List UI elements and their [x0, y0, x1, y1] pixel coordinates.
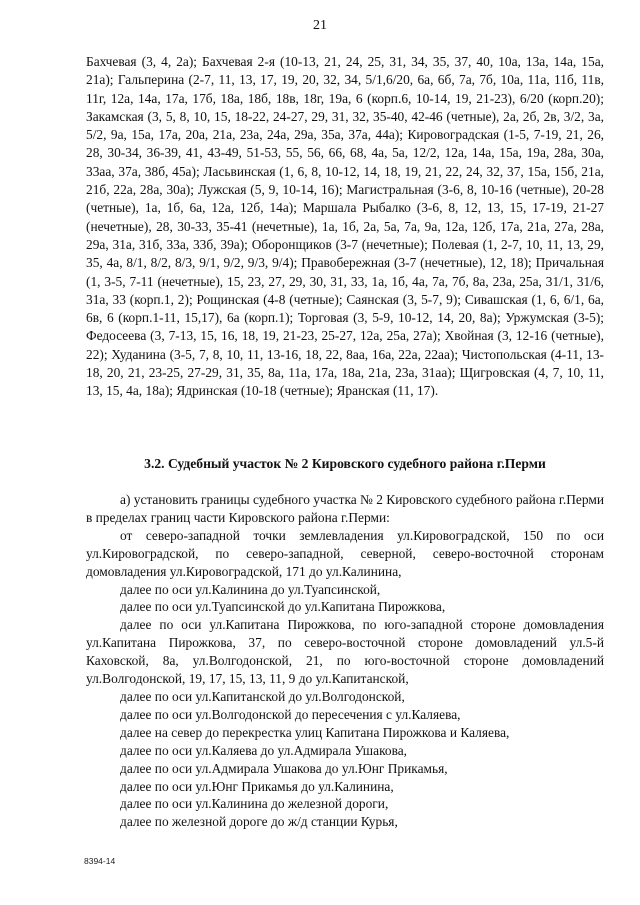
boundary-paragraph: далее по оси ул.Калинина до ул.Туапсинской, [120, 581, 381, 597]
boundary-paragraph: от северо-западной точки землевладения ул.Кировоградской, 150 по оси ул.Кировоградской, по северо-западной, северной, северо-восточной сторонам домовладения ул.Кировоградской, 171 до ул.Калинина, [86, 527, 604, 579]
boundary-description [86, 491, 604, 831]
page-number: 21 [313, 18, 327, 33]
document-code: 8394-14 [84, 856, 116, 866]
boundary-paragraph: а) установить границы судебного участка № 2 Кировского судебного района г.Перми в пределах границ части Кировского района г.Перми: [86, 492, 604, 525]
boundary-paragraph: далее по оси ул.Капитанской до ул.Волгодонской, [120, 688, 405, 704]
section-heading: 3.2. Судебный участок № 2 Кировского судебного района г.Перми [144, 456, 546, 471]
boundary-paragraph: далее на север до перекрестка улиц Капитана Пирожкова и Каляева, [120, 724, 510, 740]
boundary-paragraph: далее по оси ул.Волгодонской до пересечения с ул.Каляева, [120, 706, 461, 722]
boundary-paragraph: далее по оси ул.Каляева до ул.Адмирала Ушакова, [120, 742, 408, 758]
boundary-paragraph: далее по оси ул.Туапсинской до ул.Капитана Пирожкова, [120, 599, 446, 615]
boundary-paragraph: далее по железной дороге до ж/д станции Курья, [120, 814, 398, 830]
boundary-paragraph: далее по оси ул.Калинина до железной дороги, [120, 796, 389, 812]
boundary-paragraph: далее по оси ул.Юнг Прикамья до ул.Калинина, [120, 778, 394, 794]
street-list-paragraph: Бахчевая (3, 4, 2а); Бахчевая 2-я (10-13, 21, 24, 25, 31, 34, 35, 37, 40, 10а, 13а, 14а, 15а, 21а); Гальперина (2-7, 11, 13, 17, 19, 20, 32, 34, 5/1,6/20, 6а, 6б, 7а, 7б, 10а, 11а, 11б, 11в, 11г, 12а, 14а, 17а, 17б, 18а, 18б, 18в, 18г, 19а, 6 (корп.6, 10-14, 19, 21-23), 6/20 (корп.20); Закамская (3, 5, 8, 10, 15, 18-22, 24-27, 29, 31, 32, 35-40, 42-46 (четные), 2а, 2б, 2в, 3/2, 3а, 5/2, 9а, 15а, 17а, 20а, 21а, 23а, 24а, 29а, 35а, 37а, 44а); Кировоградская (1-5, 7-19, 21, 26, 28, 30-34, 36-39, 41, 43-49, 51-53, 55, 56, 66, 68, 4а, 5а, 12/2, 12а, 14а, 15а, 19а, 28а, 30а, 33аа, 37а, 38б, 45а); Ласьвинская (1, 6, 8, 10-12, 14, 18, 19, 21, 22, 24, 32, 37, 15а, 15б, 21а, 21б, 22а, 28а, 30а); Лужская (5, 9, 10-14, 16); Магистральная (3-6, 8, 10-16 (четные), 20-28 (четные), 1а, 1б, 6а, 12а, 12б, 14а); Маршала Рыбалко (3-6, 8, 12, 13, 15, 17-19, 21-27 (нечетные), 28, 30-33, 35-41 (нечетные), 1а, 1б, 2а, 5а, 7а, 9а, 12а, 12б, 17а, 21а, 27а, 28а, 29а, 31а, 31б, 33а, 33б, 39а); Оборонщиков (3-7 (нечетные); Полевая (1, 2-7, 10, 11, 13, 29, 35, 4а, 8/1, 8/2, 8/3, 9/1, 9/2, 9/3, 9/4); Правобережная (3-7 (нечетные), 12, 18); Причальная (1, 3-5, 7-11 (нечетные), 15, 23, 27, 29, 30, 31, 33, 1а, 1б, 4а, 7а, 7б, 8а, 23а, 25а, 31/1, 31/6, 31а, 33 (корп.1, 2); Рощинская (4-8 (четные); Саянская (3, 5-7, 9); Сивашская (1, 6, 6/1, 6а, 6в, 6 (корп.1-11, 15,17), 6а (корп.1); Торговая (3, 5-9, 10-12, 14, 20, 8а); Уржумская (3-5); Федосеева (3, 7-13, 15, 16, 18, 19, 21-23, 25-27, 12а, 25а, 27а); Хвойная (3, 12-16 (четные), 22); Худанина (3-5, 7, 8, 10, 11, 13-16, 18, 22, 8аа, 16а, 22а, 22аа); Чистопольская (4-11, 13-18, 20, 21, 23-25, 27-29, 31, 35, 8а, 11а, 17а, 18а, 21а, 23а, 31аа); Щигровская (4, 7, 10, 11, 13, 15, 4а, 18а); Ядринская (10-18 (четные); Яранская (11, 17). [86, 54, 604, 399]
boundary-paragraph: далее по оси ул.Адмирала Ушакова до ул.Юнг Прикамья, [120, 760, 448, 776]
boundary-paragraph: далее по оси ул.Капитана Пирожкова, по юго-западной стороне домовладения ул.Капитана Пирожкова, 37, по северо-восточной стороне домовладений ул.5-й Каховской, 8а, ул.Волгодонской, 21, по юго-восточной стороне домовладений ул.Волгодонской, 19, 17, 15, 13, 11, 9 до ул.Капитанской, [86, 617, 604, 687]
